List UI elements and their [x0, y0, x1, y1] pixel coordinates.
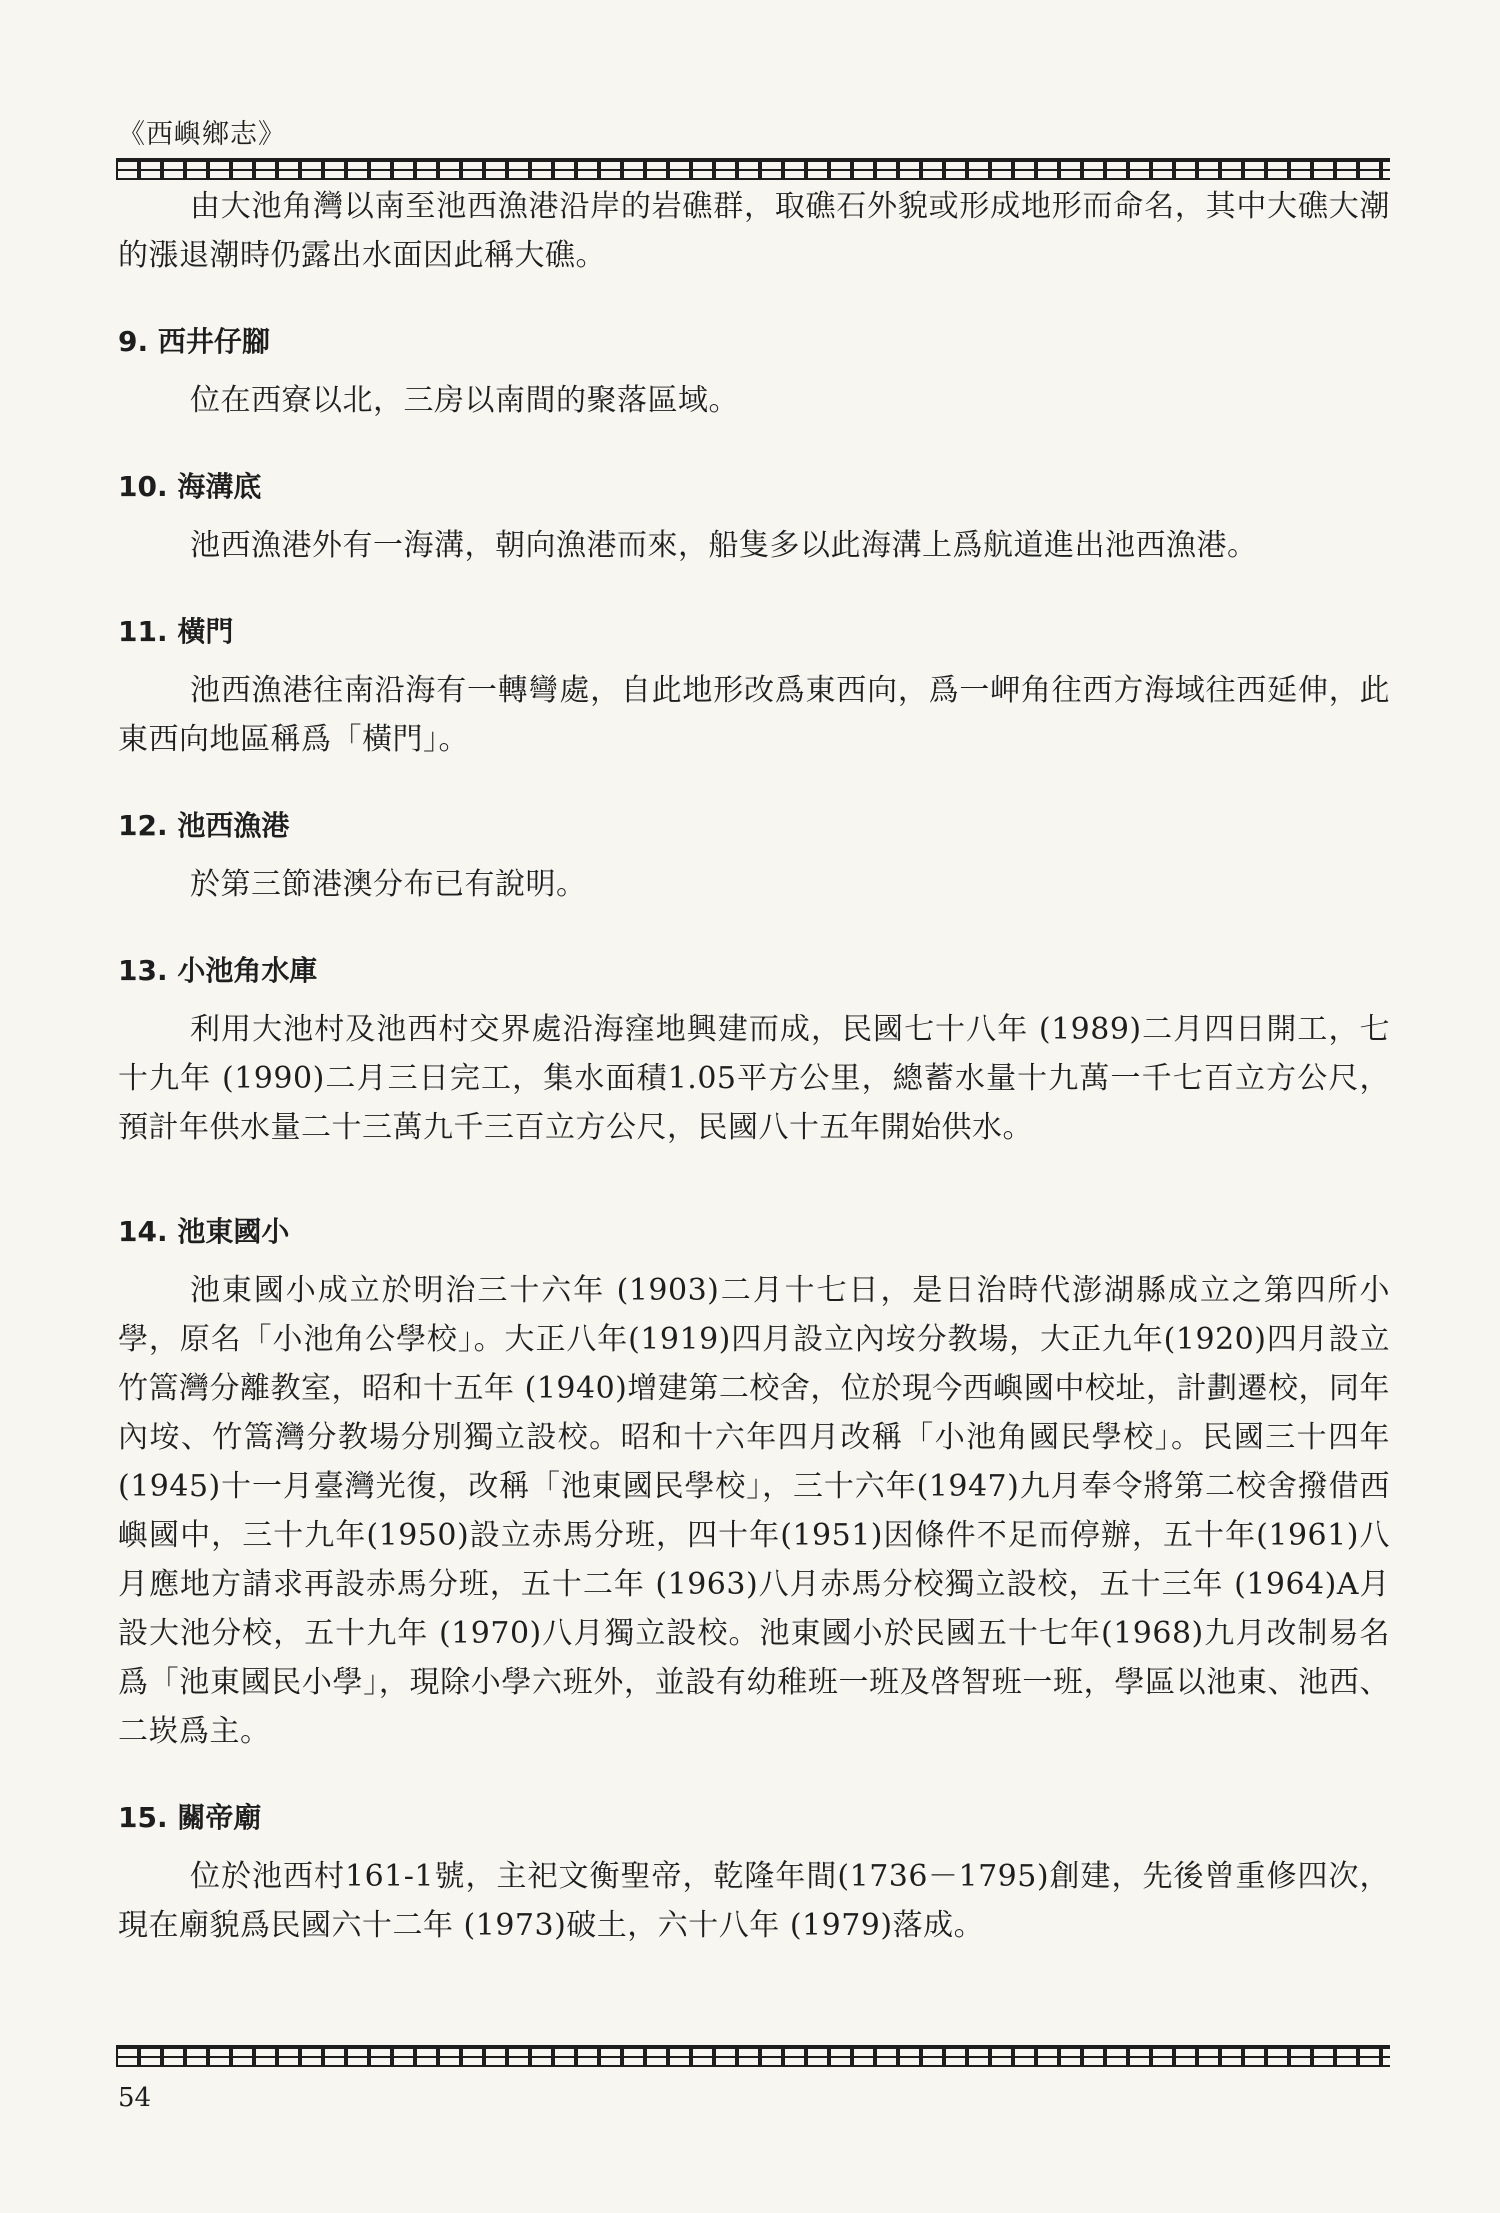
top-greek-key-border — [116, 158, 1390, 180]
page-body — [118, 182, 1390, 1950]
item-title-15: 15. 關帝廟 — [118, 1801, 262, 1834]
book-title: 《西嶼鄉志》 — [118, 119, 286, 150]
item-title-11: 11. 橫門 — [118, 615, 234, 648]
item-title-12: 12. 池西漁港 — [118, 809, 290, 842]
item-text-11: 池西漁港往南沿海有一轉彎處，自此地形改爲東西向，爲一岬角往西方海域往西延伸，此東西向地區稱爲「橫門」。 — [118, 673, 1390, 757]
item-title-10: 10. 海溝底 — [118, 470, 262, 503]
item-text-14: 池東國小成立於明治三十六年 (1903)二月十七日，是日治時代澎湖縣成立之第四所小學，原名「小池角公學校」。大正八年(1919)四月設立內垵分教場，大正九年(1920)四月設立竹篙灣分離教室，昭和十五年 (1940)增建第二校舍，位於現今西嶼國中校址，計劃遷校，同年內垵、竹篙灣分教場分別獨立設校。昭和十六年四月改稱「小池角國民學校」。民國三十四年 (1945)十一月臺灣光復，改稱「池東國民學校」，三十六年(1947)九月奉令將第二校舍撥借西嶼國中，三十九年(1950)設立赤馬分班，四十年(1951)因條件不足而停辦，五十年(1961)八月應地方請求再設赤馬分班，五十二年 (1963)八月赤馬分校獨立設校，五十三年 (1964)A月設大池分校，五十九年 (1970)八月獨立設校。池東國小於民國五十七年(1968)九月改制易名爲「池東國民小學」，現除小學六班外，並設有幼稚班一班及啓智班一班，學區以池東、池西、二崁爲主。 — [118, 1273, 1390, 1749]
item-title-9: 9. 西井仔腳 — [118, 325, 270, 358]
intro-paragraph: 由大池角灣以南至池西漁港沿岸的岩礁群，取礁石外貌或形成地形而命名，其中大礁大潮的漲退潮時仍露出水面因此稱大礁。 — [118, 189, 1390, 273]
item-text-12: 於第三節港澳分布已有說明。 — [190, 867, 587, 902]
bottom-greek-key-border — [116, 2045, 1390, 2067]
page-number: 54 — [118, 2083, 152, 2113]
item-text-13: 利用大池村及池西村交界處沿海窪地興建而成，民國七十八年 (1989)二月四日開工，七十九年 (1990)二月三日完工，集水面積1.05平方公里，總蓄水量十九萬一千七百立方公尺，預計年供水量二十三萬九千三百立方公尺，民國八十五年開始供水。 — [118, 1012, 1390, 1145]
item-text-9: 位在西寮以北，三房以南間的聚落區域。 — [190, 383, 739, 418]
item-title-14: 14. 池東國小 — [118, 1215, 290, 1248]
item-title-13: 13. 小池角水庫 — [118, 954, 318, 987]
item-text-10: 池西漁港外有一海溝，朝向漁港而來，船隻多以此海溝上爲航道進出池西漁港。 — [190, 528, 1258, 563]
item-text-15: 位於池西村161-1號，主祀文衡聖帝，乾隆年間(1736－1795)創建，先後曾重修四次，現在廟貌爲民國六十二年 (1973)破土，六十八年 (1979)落成。 — [118, 1859, 1390, 1943]
